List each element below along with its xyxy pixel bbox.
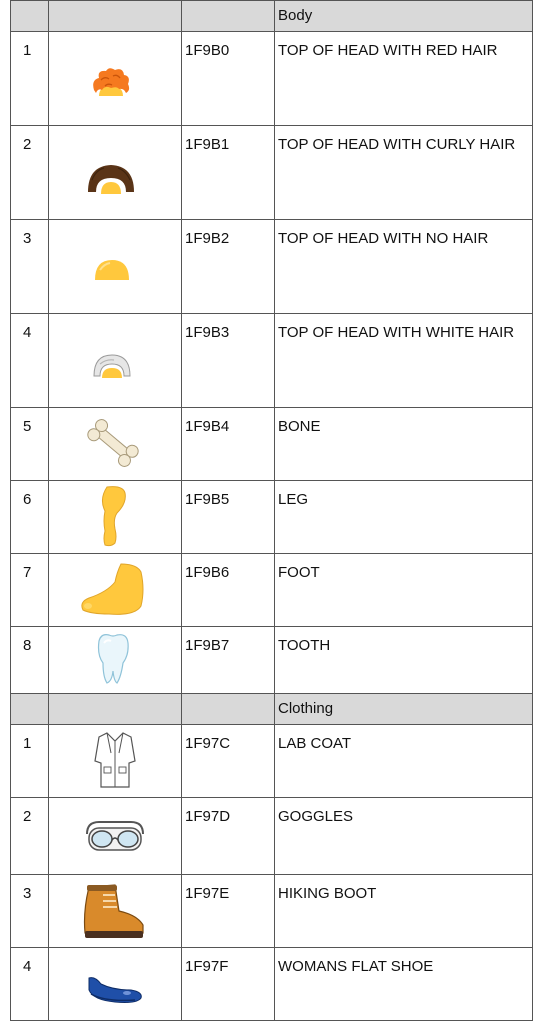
codepoint: 1F9B4 [185, 418, 230, 435]
emoji-name: BONE [278, 418, 321, 435]
row-number: 8 [23, 637, 32, 654]
section-header-clothing [11, 694, 533, 725]
codepoint: 1F97D [185, 808, 231, 825]
table-row [11, 32, 533, 126]
row-number: 1 [23, 42, 32, 59]
leg-icon [93, 485, 133, 549]
codepoint: 1F9B1 [185, 136, 230, 153]
row-number: 2 [23, 136, 32, 153]
emoji-table [10, 0, 533, 1021]
row-number: 1 [23, 735, 32, 752]
emoji-name: TOOTH [278, 637, 331, 654]
codepoint: 1F9B0 [185, 42, 230, 59]
section-title: Body [278, 7, 313, 24]
codepoint: 1F9B3 [185, 324, 230, 341]
flat-shoe-icon [85, 966, 145, 1006]
emoji-name: FOOT [278, 564, 320, 581]
hiking-boot-icon [81, 881, 147, 941]
red-hair-head-icon [91, 66, 131, 100]
emoji-name: LAB COAT [278, 735, 352, 752]
codepoint: 1F9B7 [185, 637, 230, 654]
tooth-icon [95, 633, 131, 685]
table-row [11, 220, 533, 314]
codepoint: 1F9B2 [185, 230, 230, 247]
white-hair-head-icon [92, 352, 132, 378]
row-number: 2 [23, 808, 32, 825]
header-image-cell [49, 1, 182, 32]
bone-icon [85, 414, 141, 472]
header-code-cell [182, 1, 275, 32]
lab-coat-icon [93, 731, 137, 791]
header-num-cell [11, 694, 49, 725]
codepoint: 1F97C [185, 735, 231, 752]
table-row [11, 554, 533, 627]
row-number: 4 [23, 958, 32, 975]
row-number: 6 [23, 491, 32, 508]
table-row [11, 798, 533, 875]
foot-icon [79, 562, 149, 618]
curly-hair-head-icon [86, 162, 136, 194]
row-number: 3 [23, 885, 32, 902]
row-number: 3 [23, 230, 32, 247]
table-row [11, 875, 533, 948]
emoji-name: TOP OF HEAD WITH CURLY HAIR [278, 136, 516, 153]
table-row [11, 627, 533, 694]
row-number: 5 [23, 418, 32, 435]
emoji-name: WOMANS FLAT SHOE [278, 958, 434, 975]
header-image-cell [49, 694, 182, 725]
emoji-name: LEG [278, 491, 309, 508]
header-code-cell [182, 694, 275, 725]
header-title-cell [275, 1, 533, 32]
header-title-cell [275, 694, 533, 725]
row-number: 7 [23, 564, 32, 581]
codepoint: 1F9B5 [185, 491, 230, 508]
table-row [11, 481, 533, 554]
table-row [11, 725, 533, 798]
emoji-name: TOP OF HEAD WITH RED HAIR [278, 42, 498, 59]
table-row [11, 314, 533, 408]
emoji-name: GOGGLES [278, 808, 354, 825]
emoji-name: TOP OF HEAD WITH NO HAIR [278, 230, 489, 247]
table-row [11, 126, 533, 220]
emoji-name: HIKING BOOT [278, 885, 377, 902]
codepoint: 1F9B6 [185, 564, 230, 581]
table-row [11, 948, 533, 1021]
header-num-cell [11, 1, 49, 32]
emoji-name: TOP OF HEAD WITH WHITE HAIR [278, 324, 515, 341]
bald-head-icon [94, 258, 130, 280]
section-header-body [11, 1, 533, 32]
codepoint: 1F97F [185, 958, 229, 975]
section-title: Clothing [278, 700, 334, 717]
row-number: 4 [23, 324, 32, 341]
table-row [11, 408, 533, 481]
codepoint: 1F97E [185, 885, 230, 902]
goggles-icon [85, 816, 145, 856]
